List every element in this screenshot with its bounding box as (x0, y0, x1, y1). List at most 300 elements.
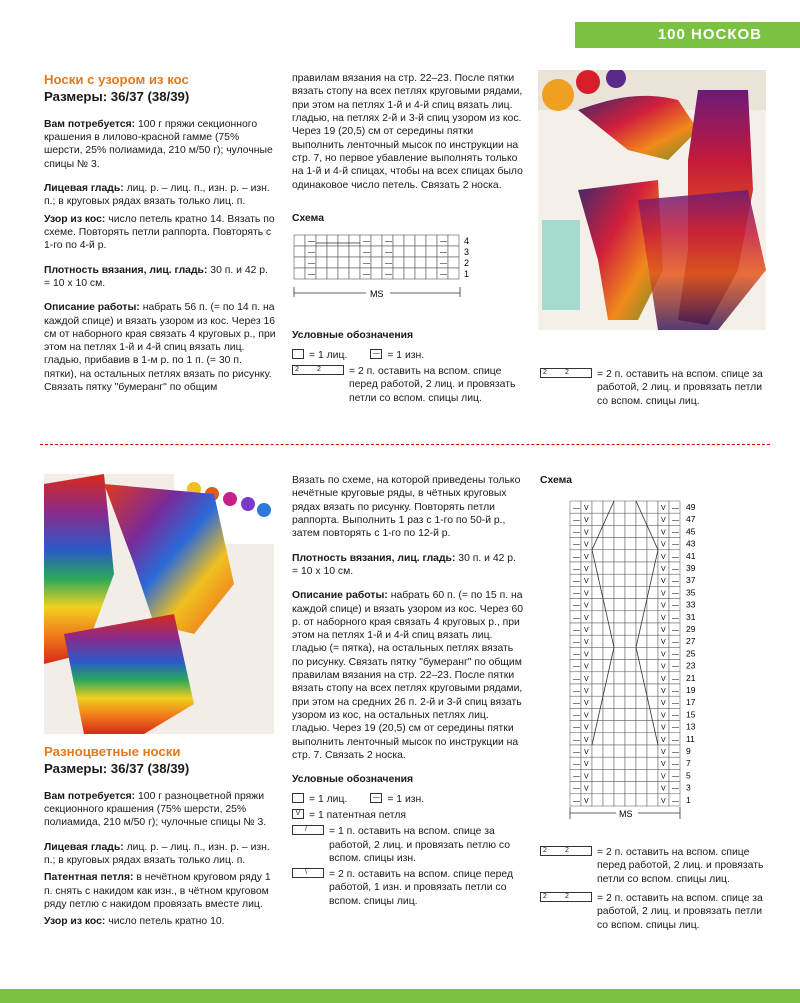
chart-cell (625, 514, 636, 526)
chart-cell (338, 268, 349, 279)
svg-text:—: — (672, 602, 679, 610)
chart-cell (614, 648, 625, 660)
chart-cell (625, 709, 636, 721)
chart-cell (647, 611, 658, 623)
svg-text:V: V (584, 615, 589, 623)
svg-text:—: — (573, 578, 580, 586)
chart-cell (625, 721, 636, 733)
chart-cell (371, 246, 382, 257)
chart-cell (415, 257, 426, 268)
bottom-legend-title: Условные обозначения (292, 774, 414, 786)
svg-text:—: — (573, 761, 580, 769)
chart-cell (625, 684, 636, 696)
chart-cell (592, 526, 603, 538)
chart-cell (636, 758, 647, 770)
top-legend-knit: = 1 лиц. — = 1 изн. (292, 349, 524, 362)
chart-cell (404, 246, 415, 257)
bottom-pattern-instructions: Вязать по схеме, на которой приведены только нечётные круговые ряды, в чётных круговых рядах вязать по рисунку. Повторять петли раппорта. Выполнить 1 раз с 1-го по 50-й р., затем повторять с 1-го по 12-й р. (292, 475, 521, 540)
bottom-row-label: 13 (686, 721, 696, 732)
svg-text:V: V (584, 602, 589, 610)
svg-text:V: V (584, 724, 589, 732)
chart-cell (592, 709, 603, 721)
top-row-label: 4 (464, 236, 470, 247)
chart-cell (625, 770, 636, 782)
svg-text:—: — (573, 700, 580, 708)
top-legend-right (540, 368, 770, 411)
svg-text:V: V (584, 798, 589, 806)
chart-cell (636, 660, 647, 672)
svg-text:V: V (584, 761, 589, 769)
chart-cell (614, 660, 625, 672)
front-cross-symbol: 2 2 (292, 365, 344, 375)
top-sizes: Размеры: 36/37 (38/39) (44, 88, 190, 104)
chart-cell (614, 770, 625, 782)
chart-cell (603, 538, 614, 550)
chart-cell (614, 697, 625, 709)
chart-cell (625, 648, 636, 660)
chart-cell (349, 268, 360, 279)
top-middle-column (292, 72, 524, 408)
chart-cell (448, 235, 459, 246)
chart-cell (592, 575, 603, 587)
bottom-legend-cross-2: \ = 2 п. оставить на вспом. спице перед работой, 1 изн. и провязать петли со вспом. спицы лиц. (292, 868, 524, 908)
chart-cell (636, 550, 647, 562)
chart-cell (647, 782, 658, 794)
chart-cell (647, 562, 658, 574)
bottom-row-label: 39 (686, 563, 696, 574)
chart-cell (614, 611, 625, 623)
bottom-row-label: 11 (686, 734, 695, 745)
svg-text:—: — (573, 602, 580, 610)
bottom-socks-photo (44, 474, 274, 734)
svg-text:V: V (661, 529, 666, 537)
chart-cell (647, 794, 658, 806)
chart-cell (647, 648, 658, 660)
chart-cell (625, 562, 636, 574)
chart-cell (592, 794, 603, 806)
top-row-label: 2 (464, 258, 470, 269)
chart-cell (625, 782, 636, 794)
chart-cell (625, 697, 636, 709)
svg-text:—: — (573, 590, 580, 598)
svg-text:—: — (573, 663, 580, 671)
chart-cell (614, 709, 625, 721)
chart-cell (327, 268, 338, 279)
chart-cell (592, 782, 603, 794)
chart-cell (647, 660, 658, 672)
chart-cell (592, 501, 603, 513)
chart-cell (636, 501, 647, 513)
svg-text:—: — (573, 615, 580, 623)
top-stockinette: Лицевая гладь: лиц. р. – лиц. п., изн. р. – изн. п.; в круговых рядах вязать только лиц. п. (44, 183, 270, 208)
bottom-row-label: 29 (686, 624, 696, 635)
chart-cell (316, 268, 327, 279)
chart-cell (603, 514, 614, 526)
svg-text:V: V (584, 785, 589, 793)
svg-text:V: V (584, 505, 589, 513)
bottom-legend-cross-1: / = 1 п. оставить на вспом. спице за работой, 2 лиц. и провязать петлю со вспом. спицы изн. (292, 825, 524, 865)
svg-text:—: — (573, 712, 580, 720)
chart-cell (603, 623, 614, 635)
slip-symbol: V (292, 809, 304, 819)
chart-cell (603, 745, 614, 757)
svg-text:—: — (573, 798, 580, 806)
chart-cell (592, 770, 603, 782)
svg-text:—: — (672, 700, 679, 708)
chart-cell (636, 697, 647, 709)
svg-text:V: V (584, 676, 589, 684)
chart-cell (647, 501, 658, 513)
svg-text:V: V (661, 749, 666, 757)
svg-text:—: — (672, 737, 679, 745)
chart-cell (371, 257, 382, 268)
svg-text:—: — (672, 541, 679, 549)
svg-text:V: V (661, 541, 666, 549)
chart-cell (625, 550, 636, 562)
top-description: Описание работы: набрать 56 п. (= по 14 п. на каждой спице) и вязать узором из кос. Через 16 см от наборного края связать 4 круговых р., при этом на петлях 1-й и 4-й спиц вязать лиц. гладью, прибавив в 1-м р. по 1 п. (= 30 п. пятки), на остальных петлях вязать по рисунку. Связать пятку "бумеранг" по общим (44, 302, 276, 394)
chart-cell (404, 257, 415, 268)
chart-cell (603, 575, 614, 587)
chart-cell (294, 257, 305, 268)
svg-text:—: — (672, 651, 679, 659)
chart-cell (603, 782, 614, 794)
svg-text:V: V (661, 700, 666, 708)
chart-cell (625, 758, 636, 770)
bottom-row-label: 5 (686, 770, 691, 781)
chart-cell (614, 526, 625, 538)
top-schema-ms: MS (370, 289, 384, 300)
chart-cell (614, 684, 625, 696)
svg-text:—: — (363, 238, 370, 246)
chart-cell (647, 758, 658, 770)
chart-cell (636, 562, 647, 574)
chart-cell (592, 721, 603, 733)
svg-text:—: — (672, 566, 679, 574)
chart-cell (294, 268, 305, 279)
chart-cell (294, 246, 305, 257)
svg-text:—: — (672, 773, 679, 781)
chart-cell (647, 526, 658, 538)
chart-cell (592, 648, 603, 660)
svg-text:—: — (573, 566, 580, 574)
paint-glass-green (542, 220, 580, 310)
chart-cell (647, 636, 658, 648)
bottom-row-label: 31 (686, 612, 696, 623)
chart-cell (603, 697, 614, 709)
chart-cell (426, 268, 437, 279)
top-legend-back-cross: = 2 п. оставить на вспом. спице за работой, 2 лиц. и провязать петли со вспом. спицы лиц. (597, 369, 763, 407)
bottom-row-label: 49 (686, 502, 696, 513)
bottom-row-label: 1 (686, 795, 691, 806)
bottom-schema (540, 474, 780, 836)
chart-cell (603, 794, 614, 806)
bottom-row-label: 7 (686, 758, 691, 769)
chart-cell (349, 246, 360, 257)
chart-cell (393, 246, 404, 257)
svg-text:—: — (440, 249, 447, 257)
chart-cell (592, 611, 603, 623)
top-socks-photo (538, 70, 766, 330)
bottom-legend-knit: = 1 лиц. — = 1 изн. (292, 793, 524, 806)
svg-text:V: V (661, 688, 666, 696)
chart-cell (614, 782, 625, 794)
chart-cell (603, 770, 614, 782)
svg-text:—: — (573, 773, 580, 781)
svg-text:V: V (661, 627, 666, 635)
bottom-cable-pattern: Узор из кос: число петель кратно 10. (44, 916, 225, 928)
bottom-row-label: 47 (686, 514, 696, 525)
svg-text:—: — (440, 238, 447, 246)
chart-cell (647, 514, 658, 526)
svg-text:V: V (661, 785, 666, 793)
bottom-row-label: 3 (686, 782, 691, 793)
chart-cell (393, 257, 404, 268)
chart-cell (614, 514, 625, 526)
chart-cell (448, 268, 459, 279)
bottom-row-label: 25 (686, 648, 696, 659)
svg-text:—: — (672, 554, 679, 562)
chart-cell (614, 562, 625, 574)
bottom-legend-cross-4: 2 2 = 2 п. оставить на вспом. спице за работой, 2 лиц. и провязать петли со вспом. спицы лиц. (540, 892, 775, 932)
top-materials: Вам потребуется: 100 г пряжи секционного крашения в лилово-красной гамме (75% шерсти, 25% полиамида, 210 м/50 г); чулочные спицы № 3. (44, 118, 273, 170)
chart-cell (603, 501, 614, 513)
chart-cell (614, 733, 625, 745)
chart-cell (625, 575, 636, 587)
chart-cell (614, 794, 625, 806)
bottom-legend-slip: V = 1 патентная петля (292, 809, 524, 822)
page-bottom-bar (0, 989, 800, 1003)
chart-cell (327, 235, 338, 246)
top-continuation: правилам вязания на стр. 22–23. После пятки вязать стопу на всех петлях круговыми рядами, при этом на петлях 1-й и 4-й спиц вязать лиц. гладью, на петлях 2-й и 3-й спиц узором из кос. Через 19 (20,5) см от середины пятки выполнить ленточный мысок по инструкции на стр. 7, но первое убавление выполнять только на 1-й и 4-й спицах, чтобы на всех спицах было одинаковое число петель. Связать 2 носка. (292, 73, 523, 191)
svg-text:—: — (573, 749, 580, 757)
svg-text:V: V (584, 688, 589, 696)
svg-text:—: — (308, 260, 315, 268)
bottom-row-label: 43 (686, 538, 696, 549)
bottom-materials: Вам потребуется: 100 г разноцветной пряжи секционного крашения (75% шерсти, 25% полиамида, 210 м/50 г); чулочные спицы № 3. (44, 790, 267, 829)
svg-text:V: V (584, 541, 589, 549)
chart-cell (294, 235, 305, 246)
svg-text:—: — (573, 529, 580, 537)
bottom-slip-stitch: Патентная петля: в нечётном круговом ряду 1 п. снять с накидом как изн., в чётном круговом ряду петлю с накидом провязать вместе лиц. (44, 872, 271, 910)
chart-cell (371, 235, 382, 246)
chart-cell (614, 758, 625, 770)
section-banner: 100 НОСКОВ (575, 22, 800, 48)
svg-text:V: V (584, 627, 589, 635)
svg-text:—: — (573, 505, 580, 513)
svg-text:V: V (584, 700, 589, 708)
svg-text:V: V (584, 590, 589, 598)
svg-text:—: — (308, 271, 315, 279)
svg-text:—: — (573, 676, 580, 684)
svg-text:—: — (672, 615, 679, 623)
svg-text:—: — (440, 271, 447, 279)
svg-text:V: V (661, 602, 666, 610)
bottom-gauge: Плотность вязания, лиц. гладь: 30 п. и 42 р. = 10 x 10 см. (292, 552, 516, 577)
top-left-column (44, 72, 276, 405)
svg-text:—: — (672, 785, 679, 793)
chart-cell (636, 782, 647, 794)
svg-text:—: — (672, 761, 679, 769)
chart-cell (592, 514, 603, 526)
chart-cell (592, 745, 603, 757)
chart-cell (603, 709, 614, 721)
svg-text:—: — (363, 260, 370, 268)
chart-cell (603, 733, 614, 745)
chart-cell (647, 672, 658, 684)
svg-text:V: V (661, 505, 666, 513)
chart-cell (625, 538, 636, 550)
chart-cell (316, 246, 327, 257)
svg-text:—: — (672, 590, 679, 598)
bottom-row-label: 37 (686, 575, 696, 586)
svg-text:V: V (584, 529, 589, 537)
bottom-row-label: 9 (686, 746, 691, 757)
svg-text:V: V (584, 663, 589, 671)
bottom-legend-cross-3: 2 2 = 2 п. оставить на вспом. спице перед работой, 2 лиц. и провязать петли со вспом. спицы лиц. (540, 846, 775, 886)
chart-cell (338, 257, 349, 268)
chart-cell (647, 684, 658, 696)
chart-cell (614, 745, 625, 757)
svg-text:V: V (661, 517, 666, 525)
chart-cell (614, 721, 625, 733)
svg-text:V: V (584, 639, 589, 647)
knit-symbol (292, 349, 304, 359)
knit-symbol (292, 793, 304, 803)
svg-text:—: — (363, 249, 370, 257)
svg-text:V: V (661, 615, 666, 623)
chart-cell (636, 672, 647, 684)
svg-text:V: V (584, 737, 589, 745)
cross-2-symbol: \ (292, 868, 324, 878)
svg-text:—: — (573, 785, 580, 793)
chart-cell (592, 672, 603, 684)
chart-cell (415, 246, 426, 257)
bottom-row-label: 27 (686, 636, 696, 647)
svg-text:V: V (661, 712, 666, 720)
chart-cell (426, 235, 437, 246)
svg-text:—: — (573, 541, 580, 549)
bottom-legend-right (540, 846, 775, 935)
svg-text:—: — (385, 238, 392, 246)
svg-text:—: — (672, 676, 679, 684)
svg-text:—: — (672, 578, 679, 586)
chart-cell (625, 745, 636, 757)
svg-text:—: — (672, 688, 679, 696)
svg-text:V: V (661, 737, 666, 745)
top-row-label: 1 (464, 269, 470, 280)
svg-text:—: — (308, 238, 315, 246)
svg-text:V: V (661, 676, 666, 684)
bottom-row-label: 19 (686, 685, 696, 696)
svg-text:V: V (661, 651, 666, 659)
chart-cell (636, 575, 647, 587)
chart-cell (603, 587, 614, 599)
chart-cell (647, 538, 658, 550)
chart-cell (338, 235, 349, 246)
chart-cell (393, 268, 404, 279)
chart-cell (647, 721, 658, 733)
chart-cell (614, 501, 625, 513)
chart-cell (592, 599, 603, 611)
svg-text:—: — (385, 249, 392, 257)
svg-text:V: V (584, 749, 589, 757)
chart-cell (647, 599, 658, 611)
chart-cell (614, 538, 625, 550)
cross-3-symbol: 2 2 (540, 846, 592, 856)
chart-cell (404, 235, 415, 246)
svg-text:V: V (584, 517, 589, 525)
bottom-row-label: 41 (686, 551, 696, 562)
chart-cell (338, 246, 349, 257)
svg-text:V: V (584, 566, 589, 574)
chart-cell (614, 587, 625, 599)
chart-cell (625, 611, 636, 623)
chart-cell (448, 257, 459, 268)
chart-cell (371, 268, 382, 279)
bottom-stockinette: Лицевая гладь: лиц. р. – лиц. п., изн. р. – изн. п.; в круговых рядах вязать только лиц. п. (44, 841, 270, 867)
chart-cell (625, 733, 636, 745)
chart-cell (625, 599, 636, 611)
svg-text:—: — (573, 639, 580, 647)
chart-cell (404, 268, 415, 279)
svg-text:—: — (672, 627, 679, 635)
chart-cell (327, 257, 338, 268)
chart-cell (603, 550, 614, 562)
chart-cell (636, 721, 647, 733)
chart-cell (415, 235, 426, 246)
bottom-row-label: 33 (686, 599, 696, 610)
svg-text:—: — (672, 663, 679, 671)
chart-cell (614, 623, 625, 635)
chart-cell (636, 745, 647, 757)
chart-cell (625, 672, 636, 684)
chart-cell (647, 575, 658, 587)
chart-cell (625, 660, 636, 672)
chart-cell (592, 562, 603, 574)
bottom-schema-title: Схема (540, 475, 572, 486)
section-divider (40, 444, 770, 445)
svg-text:—: — (573, 517, 580, 525)
svg-text:V: V (661, 578, 666, 586)
chart-cell (592, 623, 603, 635)
chart-cell (592, 636, 603, 648)
svg-text:—: — (308, 249, 315, 257)
bottom-row-label: 17 (686, 697, 696, 708)
chart-cell (614, 599, 625, 611)
svg-text:—: — (672, 798, 679, 806)
chart-cell (636, 611, 647, 623)
chart-cell (636, 794, 647, 806)
chart-cell (636, 733, 647, 745)
chart-cell (636, 526, 647, 538)
paint-jar-orange (542, 79, 574, 111)
chart-cell (625, 794, 636, 806)
chart-cell (614, 550, 625, 562)
top-row-label: 3 (464, 247, 470, 258)
chart-cell (592, 758, 603, 770)
svg-text:V: V (584, 554, 589, 562)
back-cross-symbol: 2 2 (540, 368, 592, 378)
chart-cell (603, 660, 614, 672)
cross-4-symbol: 2 2 (540, 892, 592, 902)
svg-text:—: — (672, 712, 679, 720)
chart-cell (592, 538, 603, 550)
bottom-row-label: 45 (686, 526, 696, 537)
svg-text:V: V (661, 761, 666, 769)
svg-text:—: — (573, 627, 580, 635)
chart-cell (592, 684, 603, 696)
svg-text:—: — (573, 724, 580, 732)
